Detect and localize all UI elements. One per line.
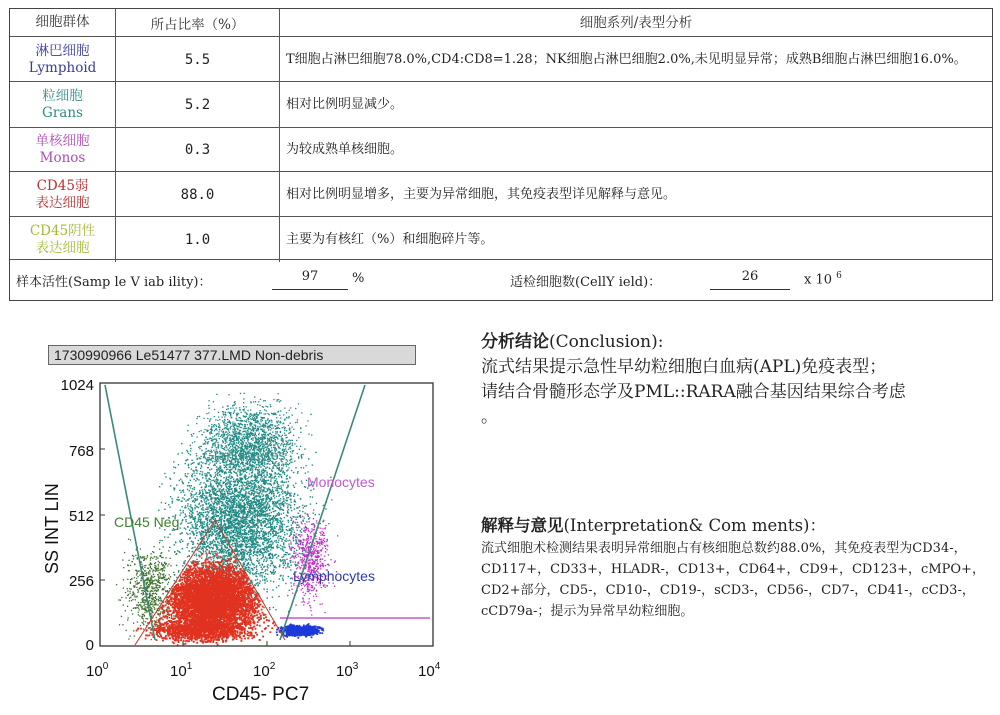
row-name-en: 表达细胞 <box>35 239 90 256</box>
row-name <box>10 128 116 172</box>
row-desc: 主要为有核红（%）和细胞碎片等。 <box>286 231 494 247</box>
header-ratio: 所占比率（%） <box>116 9 280 36</box>
gate-label-monocytes: Monocytes <box>307 474 375 490</box>
y-ticks <box>61 377 94 654</box>
table-row <box>10 36 992 82</box>
row-value: 1.0 <box>116 217 280 262</box>
conclusion-section <box>481 330 996 430</box>
row-name-en: Grans <box>42 105 83 121</box>
cell-yield-value: 26 <box>710 269 790 290</box>
gate-label-lymphocytes: Lymphocytes <box>293 568 375 584</box>
conclusion-line: 请结合骨髓形态学及PML::RARA融合基因结果综合考虑 <box>481 382 906 402</box>
x-tick-label: $10^4$ <box>418 661 441 680</box>
row-name-cn: CD45阴性 <box>29 222 96 239</box>
y-tick-label: 0 <box>85 637 94 654</box>
row-value: 0.3 <box>116 128 280 172</box>
interpretation-section <box>481 514 996 622</box>
row-name-cn: 淋巴细胞 <box>35 42 90 59</box>
header-group: 细胞群体 <box>10 9 116 36</box>
viability-row <box>10 259 992 300</box>
cell-yield-exponent: 6 <box>836 271 842 281</box>
flow-cytometry-plot <box>0 365 480 715</box>
row-desc: 相对比例明显增多，主要为异常细胞，其免疫表型详见解释与意见。 <box>286 186 677 202</box>
conclusion-line: 。 <box>481 407 498 427</box>
table-row <box>10 81 992 128</box>
row-desc: T细胞占淋巴细胞78.0%,CD4:CD8=1.28；NK细胞占淋巴细胞2.0%,未见明显异常；成熟B细胞占淋巴细胞16.0%。 <box>286 51 967 67</box>
x-tick-label: $10^0$ <box>86 661 109 680</box>
gate-label-granulocytes: Granulocytes <box>203 447 286 463</box>
row-desc: 相对比例明显减少。 <box>286 97 404 112</box>
y-tick-label: 512 <box>68 508 94 525</box>
table-row <box>10 171 992 217</box>
cell-yield-label: 适检细胞数(CellY ield)： <box>510 275 662 290</box>
plot-title: 1730990966 Le51477 377.LMD Non-debris <box>48 345 416 365</box>
cell-yield-unit: x 10 $^6$ <box>804 271 842 288</box>
viability-value: 97 <box>272 269 348 290</box>
y-tick-label: 768 <box>68 443 94 460</box>
row-desc: 为较成熟单核细胞。 <box>286 142 404 157</box>
row-name-en: 表达细胞 <box>35 194 90 211</box>
gate-line <box>280 385 365 640</box>
row-name-en: Lymphoid <box>28 59 97 76</box>
table-header <box>10 9 992 36</box>
row-name <box>10 172 116 217</box>
row-value: 88.0 <box>116 172 280 217</box>
viability-label: 样本活性(Samp le V iab ility)： <box>16 275 212 290</box>
row-name-cn: 粒细胞 <box>42 88 83 104</box>
row-name <box>10 82 116 128</box>
x-axis-title: CD45- PC7 <box>212 684 310 705</box>
table-row <box>10 127 992 172</box>
x-ticks <box>86 661 441 680</box>
viability-unit: % <box>352 271 365 286</box>
table-row <box>10 216 992 262</box>
cell-population-table <box>9 8 993 301</box>
interpretation-text: 流式细胞术检测结果表明异常细胞占有核细胞总数约88.0%，其免疫表型为CD34-，CD117+，CD33+，HLADR-，CD13+，CD64+，CD9+，CD123+，cMPO+，CD2+部分，CD5-，CD10-，CD19-，sCD3-，CD56-，CD7-，CD41-，cCD3-，cCD79a-；提示为异常早幼粒细胞。 <box>481 541 985 619</box>
x-tick-label: $10^3$ <box>336 661 359 680</box>
row-name <box>10 217 116 262</box>
conclusion-line: 流式结果提示急性早幼粒细胞白血病(APL)免疫表型； <box>481 357 887 377</box>
y-tick-label: 256 <box>68 573 94 590</box>
row-value: 5.5 <box>116 37 280 82</box>
row-name-cn: CD45弱 <box>36 177 89 194</box>
row-name <box>10 37 116 82</box>
row-name-cn: 单核细胞 <box>35 133 90 149</box>
y-axis-title: SS INT LIN <box>42 483 62 574</box>
interpretation-heading: 解释与意见(Interpretation& Com ments)： <box>481 516 826 535</box>
header-analysis: 细胞系列/表型分析 <box>579 14 693 31</box>
conclusion-heading: 分析结论(Conclusion): <box>481 332 664 352</box>
y-tick-label: 1024 <box>60 377 94 394</box>
row-name-en: Monos <box>39 150 86 166</box>
gate-line <box>105 385 155 640</box>
x-tick-label: $10^2$ <box>253 661 276 680</box>
x-tick-label: $10^1$ <box>170 661 193 680</box>
gate-label-cd45-neg: CD45 Neg <box>114 514 180 530</box>
row-value: 5.2 <box>116 82 280 128</box>
